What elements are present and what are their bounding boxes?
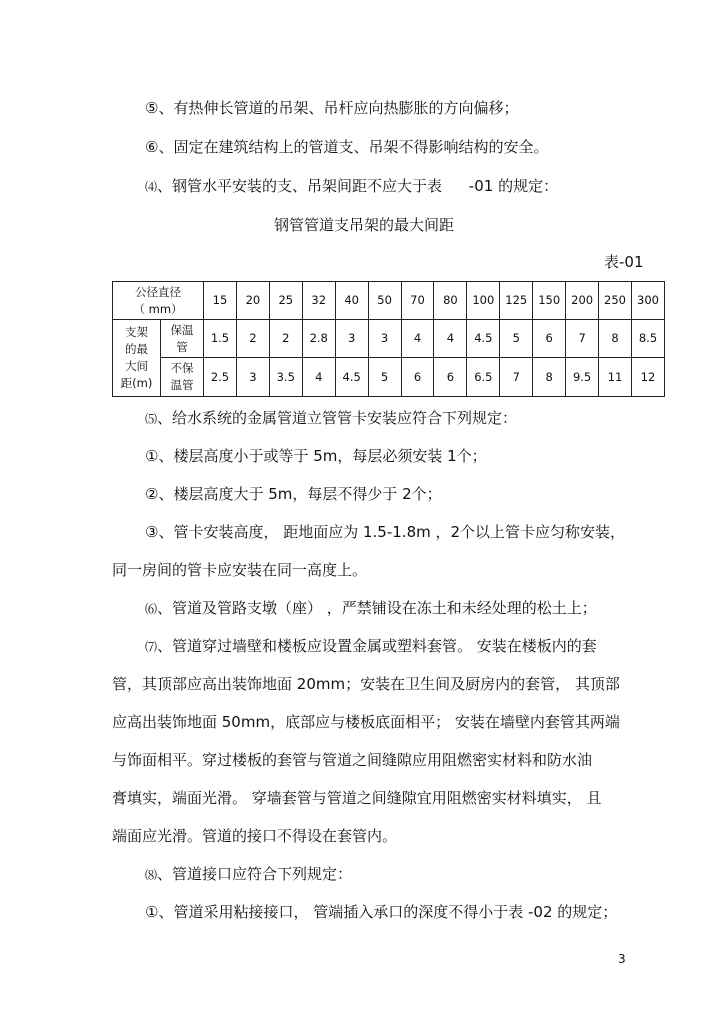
item5-sub-1: ①、楼层高度小于或等于 5m，每层必须安装 1个； xyxy=(145,447,487,465)
diameter-cell: 70 xyxy=(401,282,434,320)
item-text: 、给水系统的金属管道立管管卡安装应符合下列规定： xyxy=(157,409,518,427)
table-cell: 7 xyxy=(566,320,599,358)
table-cell: 3 xyxy=(236,358,269,397)
item7-line-2: 应高出装饰地面 50mm，底部应与楼板底面相平； 安装在墙壁内套管其两端 xyxy=(112,713,620,731)
diameter-cell: 200 xyxy=(566,282,599,320)
diameter-cell: 100 xyxy=(467,282,500,320)
table-cell: 4.5 xyxy=(335,358,368,397)
header-label: 公径直径 xyxy=(135,284,181,299)
diameter-cell: 32 xyxy=(302,282,335,320)
table-cell: 8 xyxy=(599,320,632,358)
paragraph-item4 xyxy=(145,176,558,197)
insulated-label-cell xyxy=(161,320,204,358)
table-cell: 2 xyxy=(236,320,269,358)
item-text: 、管道接口应符合下列规定： xyxy=(157,865,353,883)
diameter-cell: 150 xyxy=(533,282,566,320)
table-cell: 8 xyxy=(533,358,566,397)
diameter-cell: 250 xyxy=(599,282,632,320)
spacing-table xyxy=(112,281,665,397)
paragraph-item8 xyxy=(145,864,352,885)
item7-line-3: 与饰面相平。穿过楼板的套管与管道之间缝隙应用阻燃密实材料和防水油 xyxy=(112,751,593,769)
table-cell: 4 xyxy=(302,358,335,397)
page-number: 3 xyxy=(618,952,626,966)
item5-continuation: 同一房间的管卡应安装在同一高度上。 xyxy=(112,561,368,579)
paragraph-item6-circled: ⑥、固定在建筑结构上的管道支、吊架不得影响结构的安全。 xyxy=(145,138,549,156)
table-cell: 4 xyxy=(401,320,434,358)
table-cell: 6 xyxy=(401,358,434,397)
row-group-line: 的最 xyxy=(125,342,148,356)
row-group-line: 支架 xyxy=(125,325,148,339)
item-number: ⑺ xyxy=(145,640,158,654)
table-cell: 3.5 xyxy=(269,358,302,397)
table-cell: 3 xyxy=(335,320,368,358)
paragraph-item5-circled: ⑤、有热伸长管道的吊架、吊杆应向热膨胀的方向偏移； xyxy=(145,99,519,117)
paragraph-item7 xyxy=(145,636,597,657)
diameter-cell: 80 xyxy=(434,282,467,320)
item7-line-5: 端面应光滑。管道的接口不得设在套管内。 xyxy=(112,827,398,845)
uninsulated-label-cell xyxy=(161,358,204,397)
uninsulated-label-line: 温管 xyxy=(170,378,194,392)
table-cell: 6.5 xyxy=(467,358,500,397)
item-number: ⑻ xyxy=(145,868,158,882)
table-cell: 9.5 xyxy=(566,358,599,397)
paragraph-item6 xyxy=(145,598,597,619)
item8-sub-1: ①、管道采用粘接接口， 管端插入承口的深度不得小于表 -02 的规定； xyxy=(145,903,618,921)
table-label: 表-01 xyxy=(604,253,644,271)
table-cell: 8.5 xyxy=(631,320,664,358)
table-cell: 4 xyxy=(434,320,467,358)
table-cell: 3 xyxy=(368,320,401,358)
header-diameter-cell xyxy=(113,282,204,320)
table-cell: 2.8 xyxy=(302,320,335,358)
insulated-label-line: 保温 xyxy=(170,322,194,337)
item7-line-1: 管，其顶部应高出装饰地面 20mm；安装在卫生间及厨房内的套管， 其顶部 xyxy=(112,675,620,693)
diameter-cell: 25 xyxy=(269,282,302,320)
item-text-tail: -01 的规定： xyxy=(468,177,559,195)
row-group-line: 大间 xyxy=(125,359,148,373)
table-cell: 6 xyxy=(434,358,467,397)
table-cell: 7 xyxy=(500,358,533,397)
table-cell: 2.5 xyxy=(204,358,237,397)
item7-line-4: 膏填实，端面光滑。 穿墙套管与管道之间缝隙宜用阻燃密实材料填实， 且 xyxy=(112,789,602,807)
item-text: 、钢管水平安装的支、吊架间距不应大于表 xyxy=(157,177,447,195)
table-cell: 11 xyxy=(599,358,632,397)
diameter-cell: 20 xyxy=(236,282,269,320)
table-header-row xyxy=(113,282,665,320)
diameter-cell: 300 xyxy=(631,282,664,320)
uninsulated-label-line: 不保 xyxy=(170,361,194,375)
header-unit: （ mm） xyxy=(133,301,183,316)
diameter-cell: 50 xyxy=(368,282,401,320)
table-cell: 5 xyxy=(368,358,401,397)
item-number: ⑸ xyxy=(145,412,158,426)
table-cell: 12 xyxy=(631,358,664,397)
item-number: ⑹ xyxy=(145,602,158,616)
diameter-cell: 125 xyxy=(500,282,533,320)
diameter-cell: 15 xyxy=(204,282,237,320)
table-title: 钢管管道支吊架的最大间距 xyxy=(274,216,455,234)
table-row-uninsulated xyxy=(113,358,665,397)
table-cell: 5 xyxy=(500,320,533,358)
table-cell: 4.5 xyxy=(467,320,500,358)
diameter-cell: 40 xyxy=(335,282,368,320)
table-row-insulated xyxy=(113,320,665,358)
item-text: 、管道穿过墙壁和楼板应设置金属或塑料套管。 安装在楼板内的套 xyxy=(157,637,597,655)
row-group-label-cell xyxy=(113,320,161,397)
item-text: 、管道及管路支墩（座） ，严禁铺设在冻土和未经处理的松土上； xyxy=(157,599,597,617)
item5-sub-3: ③、管卡安装高度， 距地面应为 1.5-1.8m ，2个以上管卡应匀称安装， xyxy=(145,523,626,541)
table-cell: 2 xyxy=(269,320,302,358)
item-number: ⑷ xyxy=(145,180,158,194)
table-cell: 1.5 xyxy=(204,320,237,358)
row-group-line: 距(m) xyxy=(120,376,153,390)
paragraph-item5 xyxy=(145,408,517,429)
table-cell: 6 xyxy=(533,320,566,358)
item5-sub-2: ②、楼层高度大于 5m，每层不得少于 2个； xyxy=(145,485,442,503)
insulated-label-line: 管 xyxy=(176,339,188,354)
